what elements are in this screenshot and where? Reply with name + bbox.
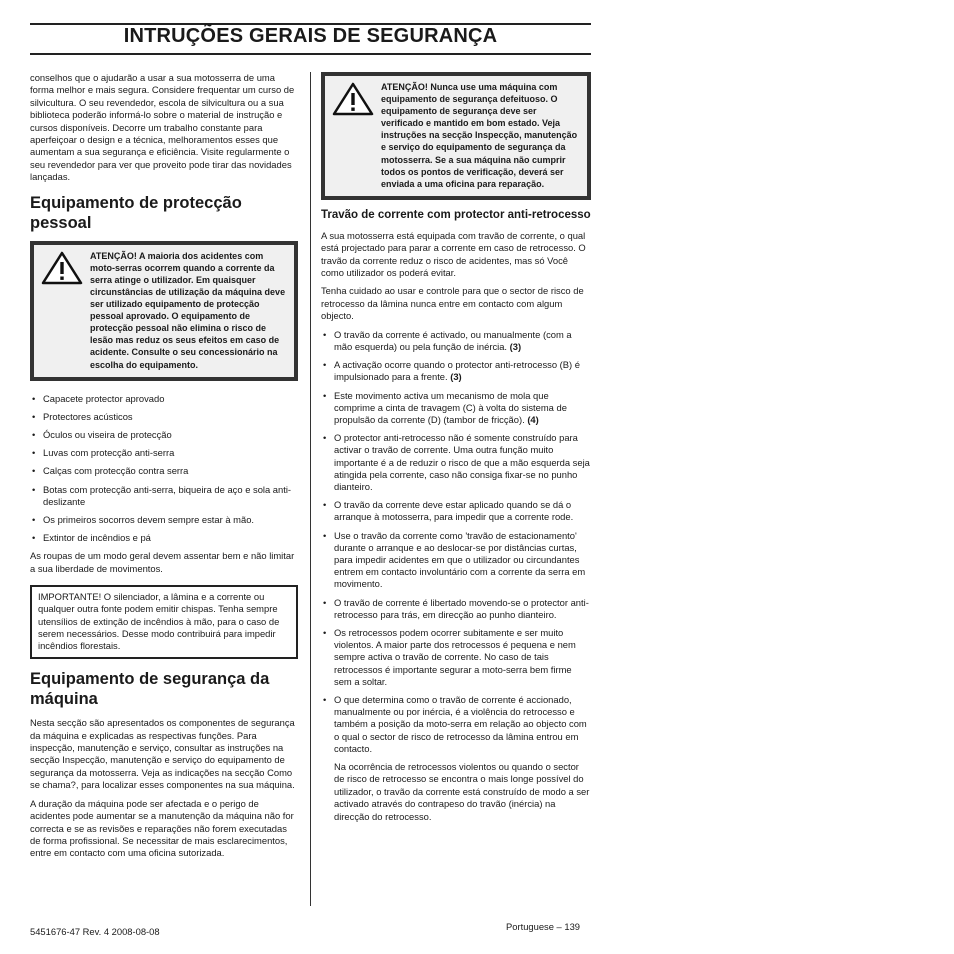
- list-item: • O travão da corrente deve estar aplicado quando se dá o arranque à motosserra, para impedir que a corrente rode.: [321, 499, 591, 523]
- list-item: • Luvas com protecção anti-serra: [30, 447, 298, 459]
- column-divider: [310, 72, 311, 906]
- machine-safety-paragraph-2: A duração da máquina pode ser afectada e o perigo de acidentes pode aumentar se a manutenção da máquina não for correcta e se as revisões e reparações não forem executadas de forma profissional. Se necessitar de mais esclarecimentos, entre em contacto com uma oficina sutorizada.: [30, 797, 294, 859]
- left-column: [30, 72, 298, 866]
- list-item: • A activação ocorre quando o protector anti-retrocesso (B) é impulsionado para a frente. (3): [321, 359, 591, 383]
- list-item: • O que determina como o travão de corrente é accionado, manualmente ou por inércia, é a violência do retrocesso e também a posição da moto-serra em relação ao objecto com o qual o sector de risco de retrocesso da lâmina entrou em contacto.: [321, 694, 591, 755]
- right-column: [321, 72, 591, 829]
- important-notice-text: IMPORTANTE! O silenciador, a lâmina e a corrente ou qualquer outra fonte podem emitir chispas. Tenha sempre utensílios de extinção de incêndios à mão, para o caso de serem necessários. Desse modo contribuirá para impedir incêndios florestais.: [38, 591, 280, 652]
- list-item: • O protector anti-retrocesso não é somente construído para activar o travão de corrente. Uma outra função muito importante é a de reduzir o risco de que a mão esquerda seja atingida pela corrente, caso não consiga fixar-se no punho dianteiro.: [321, 432, 591, 493]
- ppe-heading: Equipamento de protecção pessoal: [30, 193, 242, 232]
- chain-brake-heading: Travão de corrente com protector anti-retrocesso: [321, 208, 591, 221]
- list-item: • Calças com protecção contra serra: [30, 465, 298, 477]
- machine-safety-heading: Equipamento de segurança da máquina: [30, 670, 270, 709]
- document-id: 5451676-47 Rev. 4 2008-08-08: [30, 926, 160, 937]
- chain-brake-paragraph-2: Tenha cuidado ao usar e controle para que o sector de risco de retrocesso da lâmina nunca entre em contacto com algum objecto.: [321, 285, 584, 322]
- equipment-warning-box: [321, 72, 591, 200]
- clothing-paragraph: As roupas de um modo geral devem assentar bem e não limitar a sua liberdade de movimentos.: [30, 550, 295, 574]
- page-title: INTRUÇÕES GERAIS DE SEGURANÇA: [123, 25, 498, 47]
- ppe-list: [30, 393, 298, 545]
- list-item: • Capacete protector aprovado: [30, 393, 298, 405]
- list-item: • Use o travão da corrente como 'travão de estacionamento' durante o arranque e ao deslocar-se por distâncias curtas, para impedir acidentes em que o utilizador ou circundantes entrem em contacto involuntário com a corrente da serra em movimento.: [321, 530, 591, 591]
- chain-brake-list: [321, 329, 591, 755]
- chain-brake-paragraph-1: A sua motosserra está equipada com travão de corrente, o qual está projectado para parar a corrente em caso de retrocesso. O travão da corrente reduz o risco de acidentes, mas só Você como utilizador os poderá evitar.: [321, 229, 586, 279]
- machine-safety-paragraph-1: Nesta secção são apresentados os componentes de segurança da máquina e explicadas as respectivas funções. Para inspecção, manutenção e serviço, consultar as instruções na secção Inspecção, manutenção e serviço do equipamento de segurança da motosserra. Veja as indicações na secção Como se chama?, para localizar esses componentes na sua máquina.: [30, 717, 295, 791]
- important-notice-box: [30, 585, 298, 659]
- equipment-warning-text: ATENÇÃO! Nunca use uma máquina com equipamento de segurança defeituoso. O equipamento de segurança deve ser verificado e mantido em bom estado. Veja instruções na secção Inspecção, manutenção e serviço do equipamento de segurança da motosserra. Se a sua máquina não cumprir todos os pontos de verificação, deverá ser enviada a uma oficina para reparação.: [381, 82, 578, 189]
- list-item: • O travão da corrente é activado, ou manualmente (com a mão esquerda) ou pela função de inércia. (3): [321, 329, 591, 353]
- list-item: • Óculos ou viseira de protecção: [30, 429, 298, 441]
- intro-paragraph: conselhos que o ajudarão a usar a sua motosserra de uma forma melhor e mais segura. Considere frequentar um curso de silvicultura. O seu revendedor, escola de silvicultura ou a sua biblioteca poderão informá-lo sobre o material de instrução e cursos disponíveis. Decorre um trabalho constante para aperfeiçoar o design e a técnica, melhoramentos esses que aumentam a sua segurança e eficiência. Visite regularmente o seu revendedor para ver que proveito pode tirar das novidades lançadas.: [30, 72, 295, 183]
- warning-triangle-icon: [325, 76, 381, 116]
- list-item: • Os retrocessos podem ocorrer subitamente e ser muito violentos. A maior parte dos retrocessos é pequena e nem sempre activa o travão de corrente. No caso de tais retrocessos é importante segurar a moto-serra bem firme sem a soltar.: [321, 627, 591, 688]
- list-item: • Protectores acústicos: [30, 411, 298, 423]
- list-item: • Extintor de incêndios e pá: [30, 532, 298, 544]
- title-underline: [30, 53, 591, 55]
- chain-brake-final-paragraph: Na ocorrência de retrocessos violentos ou quando o sector de risco de retrocesso se encontra o mais longe possível do utilizador, o travão da corrente está construído de modo a ser activado através do contrapeso do travão (inércia) na direcção do retrocesso.: [334, 760, 590, 822]
- warning-triangle-icon: [34, 245, 90, 285]
- ppe-warning-box: [30, 241, 298, 381]
- list-item: • Os primeiros socorros devem sempre estar à mão.: [30, 514, 298, 526]
- ppe-warning-text: ATENÇÃO! A maioria dos acidentes com moto-serras ocorrem quando a corrente da serra atinge o utilizador. Em quaisquer circunstâncias de utilização da máquina deve ser utilizado equipamento de protecção pessoal aprovado. O equipamento de protecção pessoal não elimina o risco de lesão mas reduz os seus efeitos em caso de acidente. Consulte o seu concessionário na escolha do equipamento.: [90, 250, 286, 370]
- page-number: Portuguese – 139: [506, 921, 581, 932]
- list-item: • O travão de corrente é libertado movendo-se o protector anti-retrocesso para trás, em direcção ao punho dianteiro.: [321, 597, 591, 621]
- list-item: • Botas com protecção anti-serra, biqueira de aço e sola anti-deslizante: [30, 484, 298, 508]
- list-item: • Este movimento activa um mecanismo de mola que comprime a cinta de travagem (C) à volta do sistema de propulsão da corrente (D) (tambor de fricção). (4): [321, 390, 591, 427]
